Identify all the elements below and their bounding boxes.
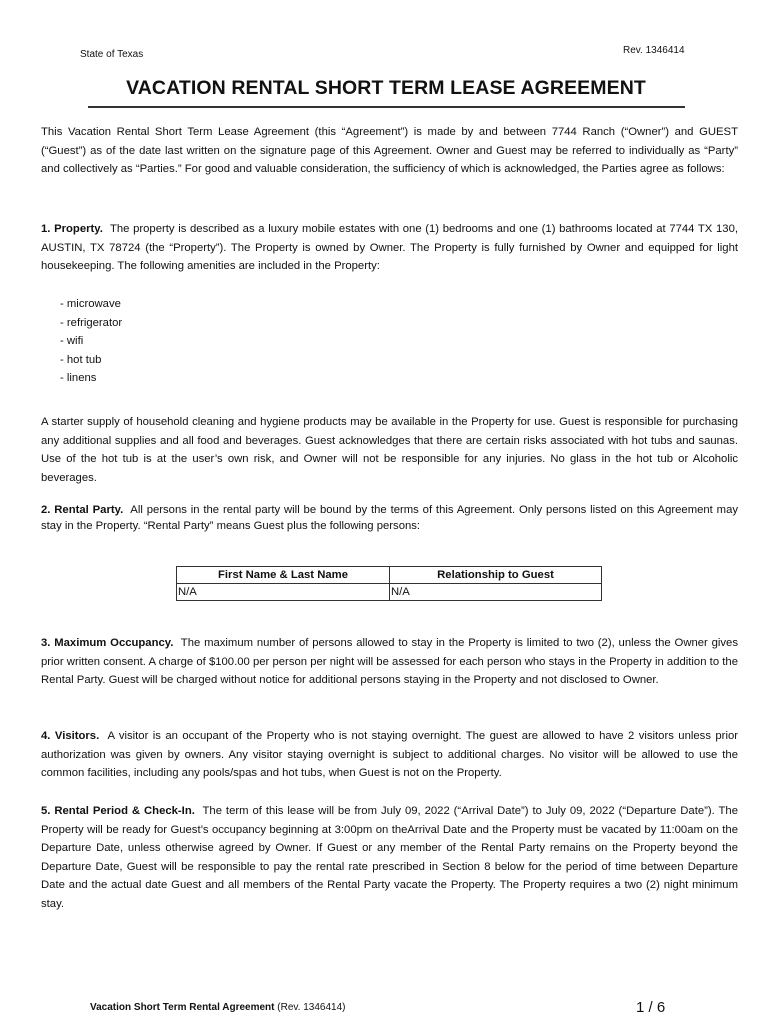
section-text: All persons in the rental party will be bound by the terms of this Agreement. Only persons listed on this Agreement may stay in the Property. “Rental Party” means Guest plus the following persons:	[41, 504, 738, 532]
amenity-item: - hot tub	[60, 353, 102, 366]
section-text: The maximum number of persons allowed to stay in the Property is limited to two (2), unless the Owner gives prior written consent. A charge of $100.00 per person per night will be assessed for each person who stays in the Property in addition to the Rental Party. Guest will be charged without notice for additional persons staying in the Property and not disclosed to Owner.	[41, 637, 738, 687]
table-cell: N/A	[390, 584, 602, 601]
table-header-row	[177, 567, 602, 584]
section-heading: 4. Visitors.	[41, 730, 100, 742]
amenity-item: - linens	[60, 372, 97, 385]
section-text: A visitor is an occupant of the Property who is not staying overnight. The guest are allowed to have 2 visitors unless prior authorization was given by owners. Any visitor staying overnight is subject to additional charges. No visitor will be allowed to use the common facilities, including any pools/spas and hot tubs, when Guest is not on the Property.	[41, 730, 738, 780]
section-occupancy	[41, 634, 738, 690]
column-header-name: First Name & Last Name	[177, 567, 390, 584]
amenity-item: - refrigerator	[60, 316, 123, 329]
title-underline	[88, 106, 685, 108]
rental-party-table	[176, 566, 602, 601]
section-text: The term of this lease will be from July 09, 2022 (“Arrival Date”) to July 09, 2022 (“Departure Date”). The Property will be ready for Guest’s occupancy beginning at 3:00pm on theArrival Date and the Property must be vacated by 11:00am on the Departure Date, unless otherwise agreed by Owner. If Guest or any member of the Rental Party remains on the Property beyond the Departure Date, Guest will be responsible to pay the rental rate prescribed in Section 8 below for the period of time between Departure Date and the actual date Guest and all members of the Rental Party vacate the Property. The Property requires a two (2) night minimum stay.	[41, 805, 738, 910]
footer-title: Vacation Short Term Rental Agreement	[90, 1002, 275, 1013]
section-heading: 5. Rental Period & Check-In.	[41, 805, 195, 817]
document-title: VACATION RENTAL SHORT TERM LEASE AGREEMENT	[126, 77, 646, 99]
footer-rev: (Rev. 1346414)	[277, 1002, 346, 1013]
intro-paragraph: This Vacation Rental Short Term Lease Agreement (this “Agreement”) is made by and between 7744 Ranch (“Owner”) and GUEST (“Guest”) as of the date last written on the signature page of this Agreement. Owner and Guest may be referred to individually as “Party” and collectively as “Parties.” For good and valuable consideration, the sufficiency of which is acknowledged, the Parties agree as follows:	[41, 126, 738, 176]
revision-label: Rev. 1346414	[623, 45, 685, 56]
amenities-list	[60, 295, 122, 388]
amenity-item: - microwave	[60, 298, 121, 310]
section-heading: 2. Rental Party.	[41, 504, 124, 516]
section-rental-party	[41, 503, 738, 534]
column-header-relationship: Relationship to Guest	[390, 567, 602, 584]
page-number: 1 / 6	[636, 999, 666, 1016]
state-label: State of Texas	[80, 49, 144, 60]
section-rental-period	[41, 802, 738, 914]
section-text: The property is described as a luxury mobile estates with one (1) bedrooms and one (1) bathrooms located at 7744 TX 130, AUSTIN, TX 78724 (the “Property”). The Property is owned by Owner. The Property is fully furnished by Owner and equipped for light housekeeping. The following amenities are included in the Property:	[41, 223, 738, 273]
section-heading: 1. Property.	[41, 223, 103, 235]
amenity-item: - wifi	[60, 335, 84, 348]
footer-document-name	[90, 1002, 345, 1013]
section-heading: 3. Maximum Occupancy.	[41, 637, 174, 649]
table-cell: N/A	[177, 584, 390, 601]
supplies-paragraph: A starter supply of household cleaning and hygiene products may be available in the Property for use. Guest is responsible for purchasing any additional supplies and all food and beverages. Guest acknowledges that there are certain risks associated with hot tubs and saunas. Use of the hot tub is at the user’s own risk, and Owner will not be responsible for any injuries. No glass in the hot tub or Alcoholic beverages.	[41, 416, 738, 484]
section-property	[41, 220, 738, 276]
section-visitors	[41, 727, 738, 783]
table-row	[177, 584, 602, 601]
